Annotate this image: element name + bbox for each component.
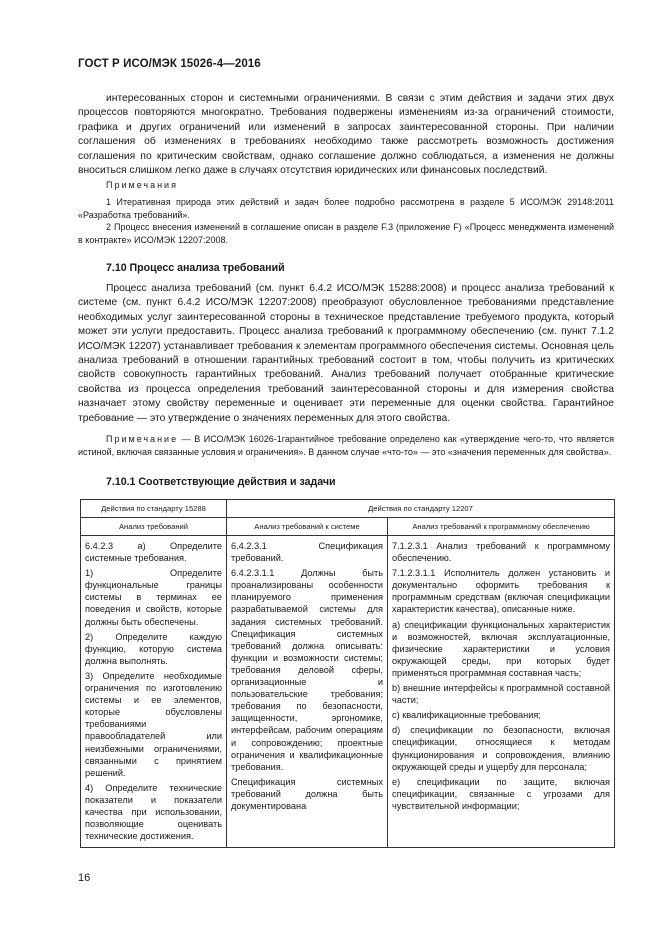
- list-item: с) квалификационные требования;: [392, 710, 541, 721]
- list-item: 2) Определите каждую функцию, которую система должна выполнять.: [85, 631, 222, 666]
- header-15288: Действия по стандарту 15288: [81, 500, 227, 518]
- list-item: 4) Определите технические показатели и показатели качества при использовании, позволяющие оценивать технические достижения.: [85, 782, 222, 842]
- list-item: 6.4.2.3.1.1 Должны быть проанализированы особенности планируемого применения разрабатываемой системы для задания системных требований. Спецификация системных требований должна описывать: функции и возможности системы; требования деловой сферы, организационные и пользовательские требования; требования по безопасности, защищенности, эргономике, интерфейсам, рабочим операциям и сопровождению; проектные ограничения и квалификационные требования.: [231, 568, 383, 772]
- subheader-requirements-analysis: Анализ требований: [81, 518, 227, 536]
- note-1: 1 Итеративная природа этих действий и задач более подробно рассмотрена в разделе 5 ИСО/МЭК 29148:2011 «Разработка требований».: [78, 197, 614, 220]
- cell-12207-system: [227, 536, 388, 848]
- subheader-system-requirements: Анализ требований к системе: [227, 518, 388, 536]
- list-item: b) внешние интерфейсы к программной составной части;: [392, 683, 611, 706]
- list-item: а) спецификации функциональных характеристик и возможностей, включая эксплуатационные, физические характеристики и условия окружающей среды, при которых будет применяться программная составная часть;: [392, 619, 611, 678]
- section-7-10-1-heading: 7.10.1 Соответствующие действия и задачи: [106, 476, 336, 488]
- table-row: [81, 536, 615, 848]
- list-item: 7.1.2.3.1 Анализ требований к программному обеспечению.: [392, 541, 611, 564]
- note-label: Примечание: [106, 434, 179, 444]
- list-item: 1) Определите функциональные границы системы в терминах ее поведения и свойств, которые должны быть обеспечены.: [85, 568, 222, 627]
- cell-15288: [81, 536, 227, 848]
- list-item: 6.4.2.3.1 Спецификация требований.: [231, 541, 383, 564]
- list-item: 7.1.2.3.1.1 Исполнитель должен установить и документально оформить требования к программным средствам (включая спецификации характеристик качества), описанные ниже.: [392, 568, 611, 615]
- note-2: 2 Процесс внесения изменений в соглашение описан в разделе F.3 (приложение F) «Процесс менеджмента изменений в контракте» ИСО/МЭК 12207:2008.: [78, 222, 614, 245]
- list-item: 3) Определите необходимые ограничения по изготовлению системы и ее элементов, которые обусловлены требованиями правообладателей или неизбежными ограничениями, связанными с принятием решений.: [85, 670, 222, 778]
- section-7-10-note: [78, 433, 614, 459]
- list-item: 6.4.2.3 а) Определите системные требования.: [85, 541, 222, 564]
- list-item: Спецификация системных требований должна быть документирована: [231, 776, 383, 811]
- document-header: ГОСТ Р ИСО/МЭК 15026-4—2016: [78, 58, 261, 70]
- page-number: 16: [78, 872, 91, 884]
- header-12207: Действия по стандарту 12207: [227, 500, 615, 518]
- table-header-row: [81, 500, 615, 518]
- note-text: — В ИСО/МЭК 16026-1гарантийное требование определено как «утверждение чего-то, что является истиной, включая связанные условия и ограничения». В данном случае «что-то» — это «значения переменных для свойства».: [78, 434, 614, 457]
- list-item: е) спецификации по защите, включая спецификации, связанные с угрозами для чувствительной информации;: [392, 776, 611, 811]
- subheader-software-requirements: Анализ требований к программному обеспечению: [388, 518, 615, 536]
- section-7-10-heading: 7.10 Процесс анализа требований: [106, 262, 285, 274]
- activities-table: [80, 499, 615, 848]
- cell-12207-software: [388, 536, 615, 848]
- section-7-10-paragraph: Процесс анализа требований (см. пункт 6.4.2 ИСО/МЭК 15288:2008) и процесс анализа требований к системе (см. пункт 6.4.2 ИСО/МЭК 12207:2008) преобразуют обусловленное требованиями представление необходимых услуг заинтересованной стороны в техническое представление требуемого продукта, который может эти услуги предоставить. Процесс анализа требований к программному обеспечению (см. пункт 7.1.2 ИСО/МЭК 12207) устанавливает требования к элементам программного обеспечения системы. Основная цель анализа требований в отношении гарантийных требований состоит в том, чтобы получить из критических свойств совокупность гарантийных требований. Анализ требований получает отобранные критические свойства из процесса определения требований заинтересованной стороны и для измерения свойства назначает этому свойству переменные и оценивает эти переменные для оценки свойства. Гарантийное требование — это утверждение о значениях переменных для этого свойства.: [78, 283, 614, 424]
- notes-heading: Примечания: [106, 180, 178, 190]
- intro-paragraph: интересованных сторон и системными ограничениями. В связи с этим действия и задачи этих двух процессов повторяются многократно. Требования подвержены изменениям из-за ограничений стоимости, графика и других ограничений или изменений в запросах заинтересованной стороны. При наличии соглашения об изменениях в требованиях необходимо также рассмотреть возможность достижения соглашения по критическим свойствам, однако соглашение должно соблюдаться, а изменения не должны вноситься слишком легко даже в случаях отсутствия юридических или финансовых последствий.: [78, 93, 614, 177]
- table-subheader-row: [81, 518, 615, 536]
- list-item: d) спецификации по безопасности, включая спецификации, относящиеся к методам функционирования и сопровождения, влиянию окружающей среды и ущербу для персонала;: [392, 725, 611, 772]
